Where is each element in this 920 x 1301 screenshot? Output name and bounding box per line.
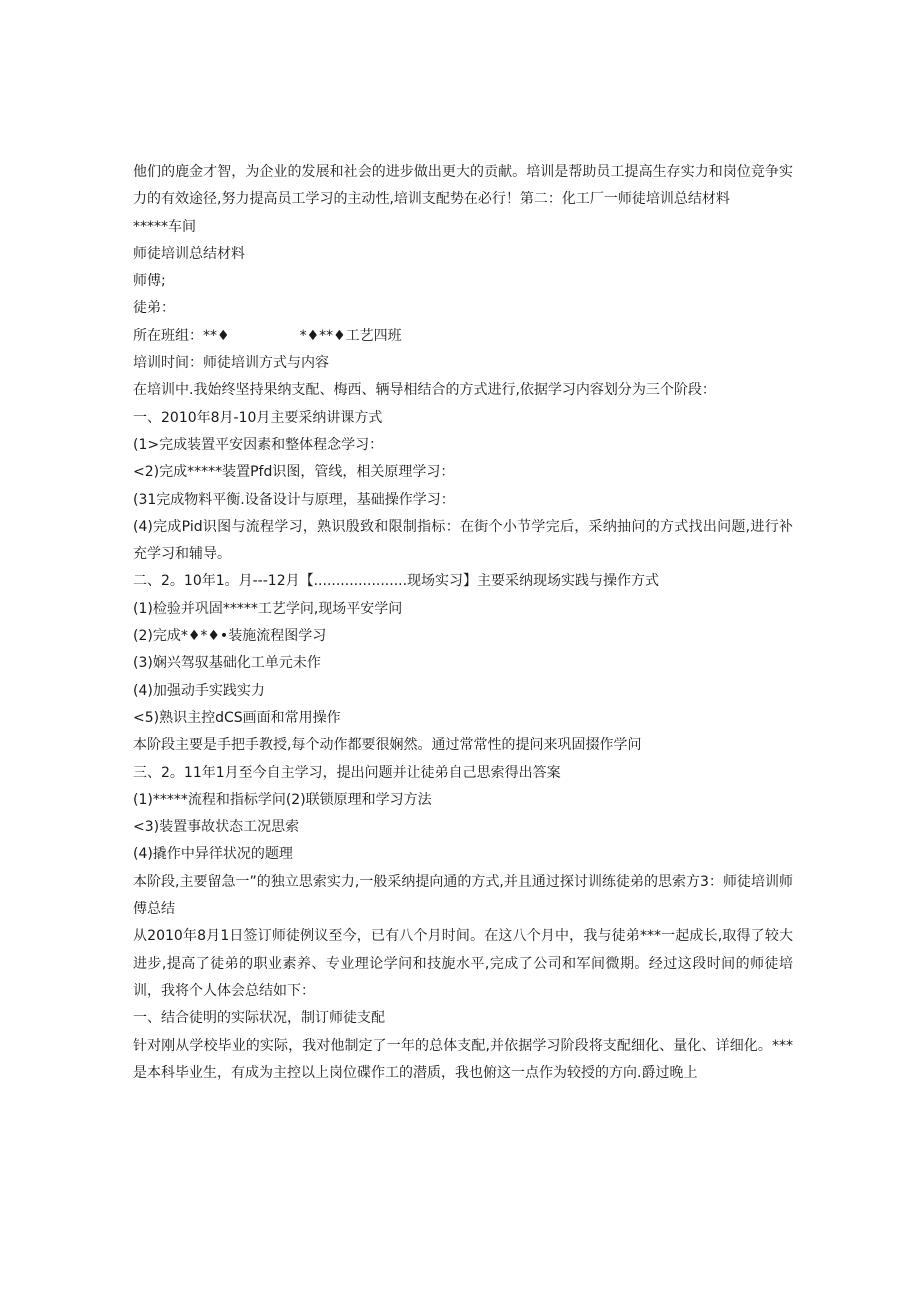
stage-2-item-4: (4)加强动手实践实力 [133, 682, 265, 699]
line-apprentice: 徒弟： [133, 300, 175, 317]
stage-2-item-2: (2)完成*♦*♦•装施流程图学习 [133, 628, 327, 645]
paragraph-master-summary: 从2010年8月1日签订师徒例议至今，已有八个月时间。在这八个月中，我与徒弟***一起成长,取得了较大进步,提高了徒弟的职业素养、专业理论学问和技旎水平,完成了公司和军间微期。经过这段时间的师徒培训，我将个人体会总结如下： [133, 928, 793, 999]
stage-1-heading: 一、2010年8月-10月主要采纳讲课方式 [133, 409, 383, 426]
stage-3-item-3: (4)撬作中异徉状况的题理 [133, 846, 293, 863]
line-team [133, 323, 793, 350]
stage-1-item-4: (4)完成Pid识图与流程学习，熟识殷致和限制指标：在街个小节学完后，采纳抽问的方式找出问题,进行补充学习和辅导。 [133, 518, 793, 563]
team-value: *♦**♦工艺四班 [299, 327, 402, 344]
document-body [133, 159, 793, 1087]
stage-3-item-1: (1)*****流程和指标学问(2)联锁原理和学习方法 [133, 791, 432, 808]
stage-2-heading: 二、2。10年1。月---12月【.....................现场实习】主要采纳现场实践与操作方式 [133, 573, 660, 590]
stage-2-item-3: (3)娴兴驾驭基础化工单元未作 [133, 655, 321, 672]
stage-3-heading: 三、2。11年1月至今自主学习，提出问题并让徒弟自己思索得出答案 [133, 764, 561, 781]
team-label: 所在班组：**♦ [133, 327, 230, 344]
paragraph-plan: 针对刚从学校毕业的实际，我对他制定了一年的总体支配,并依据学习阶段将支配细化、量化、详细化。***是本科毕业生，有成为主控以上岗位碟作工的潜质，我也俯这一点作为较授的方向.爵过晚上 [133, 1037, 793, 1081]
line-workshop: *****车间 [133, 218, 196, 235]
section-1-heading: 一、结合徒明的实际状况，制订师徒支配 [133, 1010, 385, 1027]
line-doc-title: 师徒培训总结材料 [133, 245, 245, 262]
stage-3-summary: 本阶段,主要留急一”的独立思索实力,一般采纳提向通的方式,并且通过探讨训练徒弟的思索方3：师徒培训师傅总结 [133, 873, 793, 918]
line-method-intro: 在培训中.我始终坚持果纳支配、梅西、辆导相结合的方式进行,依据学习内容划分为三个阶段： [133, 382, 716, 399]
stage-2-item-5: <5)熟识主控dCS画面和常用操作 [133, 709, 341, 726]
stage-2-summary: 本阶段主要是手把手教授,每个动作都要很娴然。通过常常性的提问来巩固掇作学问 [133, 737, 642, 754]
paragraph-intro: 他们的鹿金才智，为企业的发展和社会的进步做出更大的贡献。培训是帮助员工提高生存实力和岗位竞争实力的有效途径,努力提高员工学习的主动性,培训支配势在必行！第二：化工厂一师徒培训总结材料 [133, 164, 793, 208]
stage-1-item-1: (1>完成装置平安因素和整体程念学习： [133, 436, 384, 453]
line-master: 师傅; [133, 273, 166, 290]
stage-1-item-3: (31完成物料平衡.设备设计与原理，基础操作学习： [133, 491, 455, 508]
stage-2-item-1: (1)检验并巩固*****工艺学问,现场平安学问 [133, 600, 403, 617]
stage-1-item-2: <2)完成*****装置Pfd识图，管线，相关原理学习： [133, 464, 455, 481]
line-training-time: 培训时间：师徒培训方式与内容 [133, 355, 329, 372]
stage-3-item-2: <3)装置事故状态工况思索 [133, 819, 300, 836]
